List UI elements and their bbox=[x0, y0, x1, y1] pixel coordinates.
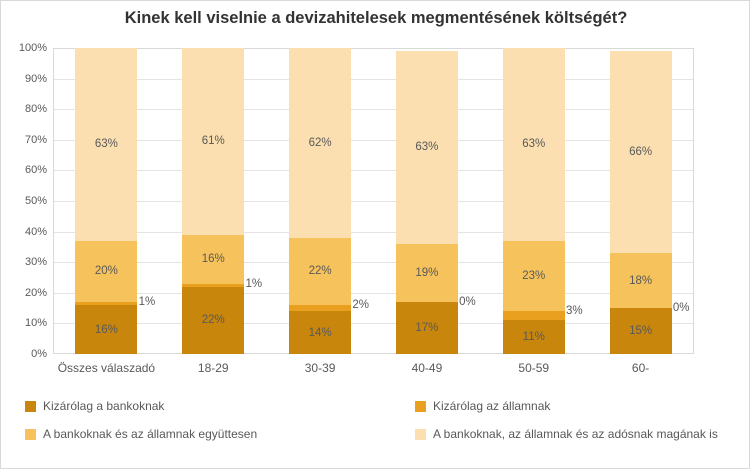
bar-segment[interactable] bbox=[75, 296, 156, 308]
legend-swatch bbox=[415, 401, 426, 412]
bar-column bbox=[75, 48, 156, 354]
y-tick-label: 30% bbox=[24, 256, 47, 269]
legend-item[interactable] bbox=[25, 427, 257, 441]
bar-column bbox=[610, 48, 690, 354]
legend-swatch bbox=[415, 429, 426, 440]
bar-value-label: 63% bbox=[94, 138, 118, 151]
bar-value-label: 2% bbox=[352, 299, 369, 312]
y-tick-label: 100% bbox=[18, 42, 47, 54]
chart-title: Kinek kell viselnie a devizahitelesek megmentésének költségét? bbox=[124, 9, 628, 27]
legend-label: A bankoknak és az államnak együttesen bbox=[43, 427, 258, 441]
bar-value-label: 63% bbox=[415, 141, 439, 154]
bar-segment[interactable] bbox=[75, 48, 137, 241]
y-tick-label: 10% bbox=[24, 317, 47, 330]
bar-segment[interactable] bbox=[289, 48, 351, 238]
bar-value-label: 0% bbox=[459, 295, 476, 308]
y-axis-tick-labels bbox=[1, 42, 47, 360]
y-tick-label: 50% bbox=[24, 195, 47, 207]
bar-value-label: 66% bbox=[629, 146, 653, 159]
legend-item[interactable] bbox=[415, 399, 550, 413]
bar-value-label: 62% bbox=[308, 136, 332, 149]
y-tick-label: 70% bbox=[24, 133, 47, 146]
bar-column bbox=[182, 48, 263, 354]
stacked-bar[interactable] bbox=[182, 48, 263, 354]
bar-segment[interactable] bbox=[289, 238, 351, 305]
legend-swatch bbox=[25, 429, 36, 440]
stacked-bar[interactable] bbox=[396, 48, 476, 354]
legend-item[interactable] bbox=[415, 427, 718, 441]
legend-swatch bbox=[25, 401, 36, 412]
bar-segment[interactable] bbox=[503, 305, 583, 320]
bar-value-label: 22% bbox=[308, 265, 332, 278]
y-tick-label: 90% bbox=[24, 72, 47, 85]
bar-segment[interactable] bbox=[503, 320, 565, 354]
bar-value-label: 14% bbox=[308, 326, 332, 339]
x-tick-label: 30-39 bbox=[304, 361, 336, 375]
x-tick-label: Összes válaszadó bbox=[57, 361, 156, 375]
legend-label: Kizárólag a bankoknak bbox=[43, 399, 165, 413]
bar-value-label: 11% bbox=[522, 331, 545, 344]
legend-label: A bankoknak, az államnak és az adósnak magának is bbox=[433, 427, 718, 441]
bar-segment[interactable] bbox=[75, 305, 137, 354]
bar-value-label: 16% bbox=[201, 253, 225, 266]
bar-segment[interactable] bbox=[75, 241, 137, 302]
bar-value-label: 3% bbox=[565, 305, 583, 318]
bar-segment[interactable] bbox=[503, 48, 565, 241]
bar-column bbox=[503, 48, 583, 354]
bar-segment[interactable] bbox=[396, 51, 458, 244]
bar-value-label: 20% bbox=[94, 265, 118, 278]
bar-segment[interactable] bbox=[396, 244, 458, 302]
bar-segment[interactable] bbox=[610, 253, 672, 308]
bar-segment[interactable] bbox=[289, 311, 351, 354]
bar-segment[interactable] bbox=[503, 241, 565, 311]
x-tick-label: 60- bbox=[631, 361, 650, 375]
bar-value-label: 61% bbox=[201, 135, 225, 148]
bar-value-label: 22% bbox=[201, 314, 225, 327]
bar-value-label: 23% bbox=[522, 269, 546, 282]
legend-item[interactable] bbox=[25, 399, 164, 413]
stacked-bar[interactable] bbox=[503, 48, 583, 354]
bar-value-label: 17% bbox=[415, 321, 439, 334]
legend-label: Kizárólag az államnak bbox=[433, 399, 551, 413]
bar-value-label: 18% bbox=[629, 274, 653, 287]
plot-area bbox=[53, 48, 694, 354]
bar-segment[interactable] bbox=[182, 48, 244, 235]
plot-frame bbox=[53, 48, 694, 354]
bar-segment[interactable] bbox=[182, 235, 244, 284]
y-tick-label: 60% bbox=[24, 164, 47, 177]
stacked-bar[interactable] bbox=[610, 48, 690, 354]
y-tick-label: 0% bbox=[31, 348, 47, 360]
bar-segment[interactable] bbox=[182, 287, 244, 354]
bar-value-label: 0% bbox=[672, 302, 690, 315]
x-tick-label: 50-59 bbox=[518, 361, 550, 375]
y-tick-label: 40% bbox=[24, 225, 47, 238]
bar-value-label: 16% bbox=[94, 323, 118, 336]
stacked-bar[interactable] bbox=[289, 48, 369, 354]
bar-column bbox=[396, 48, 476, 354]
bar-value-label: 19% bbox=[415, 266, 439, 279]
bar-segment[interactable] bbox=[610, 308, 672, 354]
bar-value-label: 63% bbox=[522, 138, 546, 151]
bar-segment[interactable] bbox=[396, 302, 458, 354]
bar-value-label: 1% bbox=[138, 296, 156, 308]
x-tick-label: 18-29 bbox=[197, 361, 229, 375]
bar-segment[interactable] bbox=[182, 277, 263, 290]
bar-segment[interactable] bbox=[610, 51, 672, 253]
stacked-bar[interactable] bbox=[75, 48, 156, 354]
bar-value-label: 15% bbox=[629, 325, 653, 338]
bar-value-label: 1% bbox=[245, 277, 263, 290]
chart-legend bbox=[25, 399, 731, 455]
y-tick-label: 20% bbox=[24, 286, 47, 299]
bar-segment[interactable] bbox=[289, 299, 369, 312]
y-tick-label: 80% bbox=[24, 103, 47, 116]
x-tick-label: 40-49 bbox=[411, 361, 443, 375]
bar-column bbox=[289, 48, 369, 354]
